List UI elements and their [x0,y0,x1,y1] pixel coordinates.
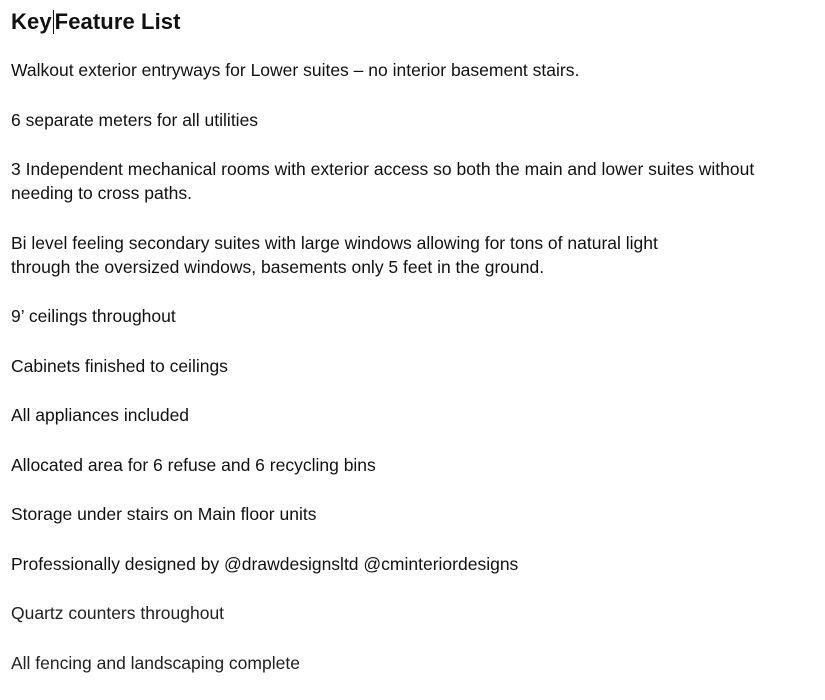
feature-item-line: Bi level feeling secondary suites with large windows allowing for tons of natural light [11,232,658,253]
feature-item-fencing: All fencing and landscaping complete [11,652,300,673]
feature-item-appliances: All appliances included [11,405,190,425]
feature-item-line: 3 Independent mechanical rooms with exterior access so both the main and lower suites without [11,159,755,179]
feature-item-bi-level [11,231,819,279]
feature-item-meters: 6 separate meters for all utilities [11,109,259,130]
feature-item-ceilings: 9’ ceilings throughout [11,306,176,326]
feature-item-designers: Professionally designed by @drawdesignsltd @cminteriordesigns [11,553,519,574]
feature-item-bins: Allocated area for 6 refuse and 6 recycling bins [11,454,376,475]
feature-item-walkout: Walkout exterior entryways for Lower suites – no interior basement stairs. [11,60,580,80]
feature-item-mechanical-rooms [11,157,819,205]
feature-item-cabinets: Cabinets finished to ceilings [11,355,228,376]
feature-item-line: needing to cross paths. [11,183,192,203]
text-cursor [53,10,54,34]
feature-item-line: through the oversized windows, basements only 5 feet in the ground. [11,256,545,277]
title-word-feature-list: Feature List [54,9,181,34]
document-body[interactable] [11,8,819,700]
page-title [11,8,819,36]
title-word-key: Key [11,9,52,34]
feature-item-quartz: Quartz counters throughout [11,603,225,623]
feature-item-storage: Storage under stairs on Main floor units [11,504,317,524]
